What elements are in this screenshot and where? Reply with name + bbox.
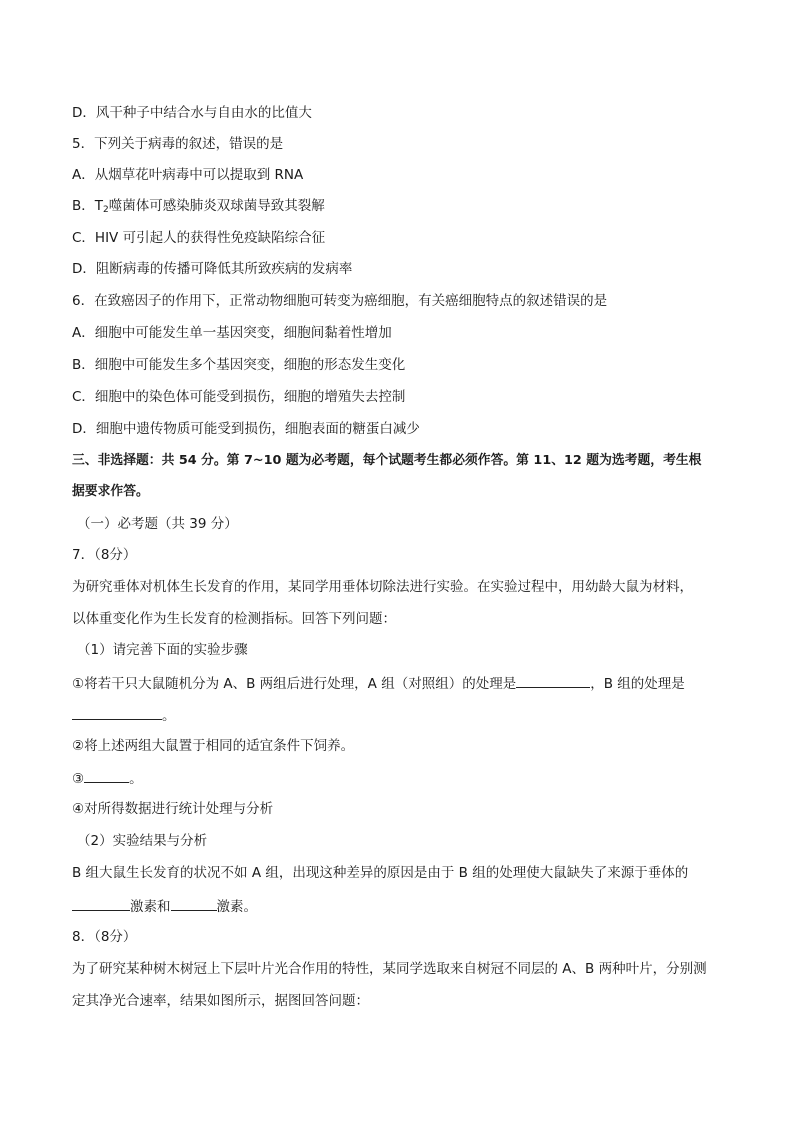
q5-option-c: C．HIV 可引起人的获得性免疫缺陷综合征 <box>72 230 326 246</box>
answer-blank-step3[interactable] <box>84 768 129 783</box>
q5b-subscript: 2 <box>103 205 109 215</box>
q7-step3 <box>72 768 143 788</box>
section3-heading-line1: 三、非选择题：共 54 分。第 7~10 题为必考题，每个试题考生都必须作答。第 11、12 题为选考题，考生根 <box>72 453 702 468</box>
q7-step1-text-a: ①将若干只大鼠随机分为 A、B 两组后进行处理，A 组（对照组）的处理是 <box>72 676 517 692</box>
q7-subquestion2: （2）实验结果与分析 <box>77 833 208 849</box>
q7-result-text-d: 激素。 <box>216 899 257 915</box>
q7-step4: ④对所得数据进行统计处理与分析 <box>72 801 274 817</box>
q4-option-d: D．风干种子中结合水与自由水的比值大 <box>72 105 312 121</box>
q6-option-c: C．细胞中的染色体可能受到损伤，细胞的增殖失去控制 <box>72 389 406 405</box>
q5-option-a: A．从烟草花叶病毒中可以提取到 RNA <box>72 167 304 183</box>
q7-intro-line1: 为研究垂体对机体生长发育的作用，某同学用垂体切除法进行实验。在实验过程中，用幼龄大鼠为材料， <box>72 579 693 595</box>
q6-stem: 6．在致癌因子的作用下，正常动物细胞可转变为癌细胞，有关癌细胞特点的叙述错误的是 <box>72 293 608 309</box>
q7-step1-text-b: ，B 组的处理是 <box>590 676 685 692</box>
q5-option-d: D．阻断病毒的传播可降低其所致疾病的发病率 <box>72 261 353 277</box>
q7-result-text-b: 激素和 <box>130 899 171 915</box>
section3-heading-line2: 据要求作答。 <box>72 484 149 499</box>
q5b-prefix: B．T <box>72 198 104 214</box>
q7-step1-text-c: 。 <box>162 708 176 724</box>
q6-option-b: B．细胞中可能发生多个基因突变，细胞的形态发生变化 <box>72 357 406 373</box>
q6-option-d: D．细胞中遗传物质可能受到损伤，细胞表面的糖蛋白减少 <box>72 421 420 437</box>
part1-heading: （一）必考题（共 39 分） <box>77 516 238 532</box>
q5-stem: 5．下列关于病毒的叙述，错误的是 <box>72 136 284 152</box>
q7-intro-line2: 以体重变化作为生长发育的检测指标。回答下列问题： <box>72 611 396 627</box>
q7-subquestion1: （1）请完善下面的实验步骤 <box>77 642 248 658</box>
q5b-rest: 噬菌体可感染肺炎双球菌导致其裂解 <box>108 198 325 214</box>
q5-option-b <box>72 197 325 219</box>
answer-blank-hormone1[interactable] <box>72 896 130 911</box>
q7-step1-line2 <box>72 705 176 725</box>
q7-result-line2 <box>72 896 257 916</box>
q7-number: 7．（8分） <box>72 547 137 563</box>
answer-blank-b-group[interactable] <box>72 705 162 720</box>
q7-step3-marker: ③ <box>72 771 85 787</box>
answer-blank-hormone2[interactable] <box>171 896 217 911</box>
q7-step2: ②将上述两组大鼠置于相同的适宜条件下饲养。 <box>72 738 355 754</box>
answer-blank-a-group[interactable] <box>516 673 590 688</box>
q7-step3-end: 。 <box>129 771 143 787</box>
q7-step1-line1 <box>72 673 685 693</box>
q8-intro-line1: 为了研究某种树木树冠上下层叶片光合作用的特性，某同学选取来自树冠不同层的 A、B 两种叶片，分别测 <box>72 961 707 977</box>
q7-result-line1: B 组大鼠生长发育的状况不如 A 组，出现这种差异的原因是由于 B 组的处理使大鼠缺失了来源于垂体的 <box>72 865 689 881</box>
q8-number: 8．（8分） <box>72 929 137 945</box>
q6-option-a: A．细胞中可能发生单一基因突变，细胞间黏着性增加 <box>72 325 392 341</box>
q8-intro-line2: 定其净光合速率，结果如图所示，据图回答问题： <box>72 993 369 1009</box>
